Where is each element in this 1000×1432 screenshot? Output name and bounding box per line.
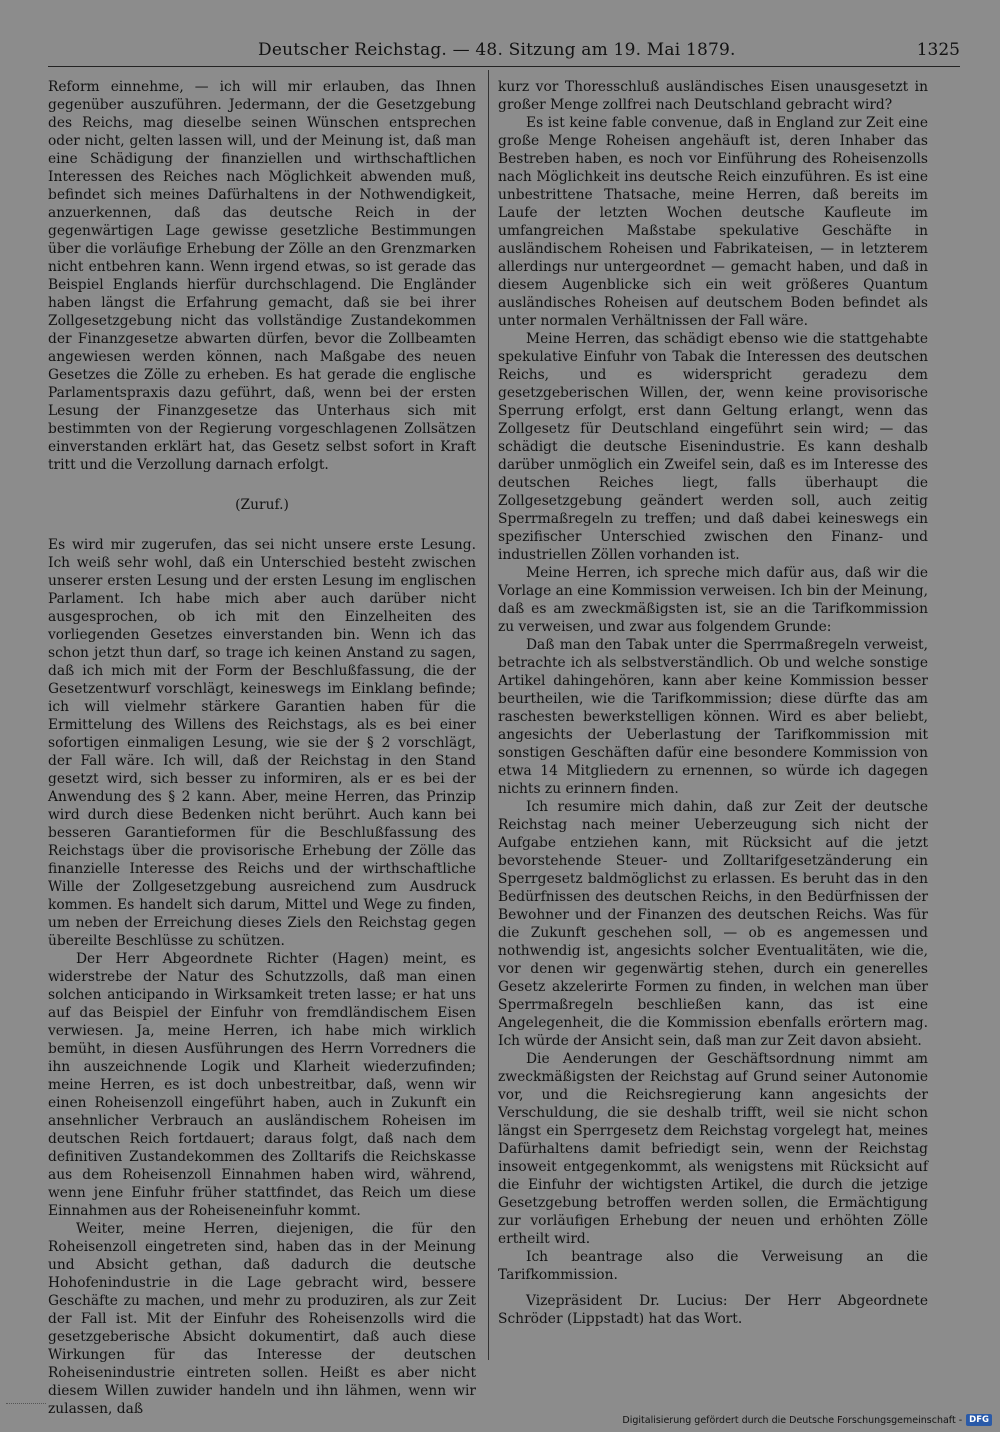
paragraph: Die Aenderungen der Geschäftsordnung nimmt am zweckmäßigsten der Reichstag auf Grund seiner Autonomie vor, und die Reichsregierung kann angesichts der Verschuldung, die sie deshalb trifft, weil sie nicht schon längst ein Sperrgesetz dem Reichstag vorgelegt hat, meines Dafürhaltens damit befriedigt sein, wenn der Reichstag insoweit entgegenkommt, als wenigstens mit Rücksicht auf die Einfuhr der wichtigsten Artikel, die durch die jetzige Gesetzgebung betroffen werden sollen, die Ermächtigung zur vorläufigen Erhebung der neuen und erhöhten Zölle ertheilt wird. [498,1051,928,1247]
paragraph: Es wird mir zugerufen, das sei nicht unsere erste Lesung. Ich weiß sehr wohl, daß ein Unterschied besteht zwischen unserer ersten Lesung und der ersten Lesung im englischen Parlament. Ich habe mich aber auch darüber nicht ausgesprochen, ob ich mit den Einzelheiten des vorliegenden Gesetzes einverstanden bin. Wenn ich das schon jetzt thun darf, so trage ich keinen Anstand zu sagen, daß ich mich mit der Form der Beschlußfassung, die der Gesetzentwurf vorschlägt, keineswegs im Einklang befinde; ich will vielmehr stärkere Garantien haben für die Ermittelung des Willens des Reichstags, als es bei einer sofortigen einmaligen Lesung, wie sie der § 2 vorschlägt, der Fall wäre. Ich will, daß der Reichstag in den Stand gesetzt wird, sich besser zu informiren, als er es bei der Anwendung des § 2 kann. Aber, meine Herren, das Prinzip wird durch diese Bedenken nicht berührt. Auch kann bei besseren Garantieformen für die Beschlußfassung des Reichstags über die provisorische Erhebung der Zölle das finanzielle Interesse des Reichs und der wirthschaftliche Wille der Zollgesetzgebung ausreichend zum Ausdruck kommen. Es handelt sich darum, Mittel und Wege zu finden, um neben der Erreichung dieses Ziels den Reichstag gegen übereilte Beschlüsse zu schützen. [48,537,476,949]
paragraph-spacer [498,1284,928,1292]
paragraph: Reform einnehme, — ich will mir erlauben, das Ihnen gegenüber auszuführen. Jedermann, der die Gesetzgebung des Reichs, mag dieselbe seinen Wünschen entsprechen oder nicht, gelten lassen will, und der Meinung ist, daß man eine Schädigung der finanziellen und wirthschaftlichen Interessen des Reiches nach Möglichkeit abwenden muß, befindet sich meines Dafürhaltens in der Nothwendigkeit, anzuerkennen, daß das deutsche Reich in der gegenwärtigen Lage gewisse gesetzliche Bestimmungen über die vorläufige Erhebung der Zölle an den Grenzmarken nicht entbehren kann. Wenn irgend etwas, so ist gerade das Beispiel Englands hierfür durchschlagend. Die Engländer haben längst die Erfahrung gemacht, daß sie bei ihrer Zollgesetzgebung nicht das vollständige Zustandekommen der Finanzgesetze abwarten dürfen, bevor die Zollbeamten angewiesen werden können, nach Maßgabe des neuen Gesetzes die Zölle zu erheben. Es hat gerade die englische Parlamentspraxis dazu geführt, daß, wenn bei der ersten Lesung der Finanzgesetze das Unterhaus sich mit bestimmten von der Regierung vorgeschlagenen Zollsätzen einverstanden erklärt hat, das Gesetz selbst sofort in Kraft tritt und die Verzollung darnach erfolgt. [48,79,476,473]
paragraph: Ich beantrage also die Verweisung an die Tarifkommission. [498,1249,928,1283]
paragraph: Es ist keine fable convenue, daß in England zur Zeit eine große Menge Roheisen angehäuft ist, deren Inhaber das Bestreben haben, es noch vor Einführung des Roheisenzolls nach Möglichkeit ins deutsche Reich einzuführen. Es ist eine unbestrittene Thatsache, meine Herren, daß bereits im Laufe der letzten Wochen deutsche Kaufleute im umfangreichen Maßstabe spekulative Geschäfte in ausländischem Roheisen und Fabrikateisen, — in letzterem allerdings nur untergeordnet — gemacht haben, und daß in diesem Augenblicke sich ein weit größeres Quantum ausländisches Roheisen auf deutschem Boden befindet als unter normalen Verhältnissen der Fall wäre. [498,115,928,329]
dfg-logo-icon: DFG [966,1414,992,1426]
corner-mark [6,1403,46,1410]
page-header [48,38,960,67]
page-number: 1325 [916,40,960,60]
paragraph: Vizepräsident Dr. Lucius: Der Herr Abgeordnete Schröder (Lippstadt) hat das Wort. [498,1293,928,1327]
paragraph: Ich resumire mich dahin, daß zur Zeit der deutsche Reichstag nach meiner Ueberzeugung sich nicht der Aufgabe entziehen kann, mit Rücksicht auf die jetzt bevorstehende Steuer- und Zolltarifgesetzänderung ein Sperrgesetz baldmöglichst zu erlassen. Es beruht das in den Bedürfnissen des deutschen Reichs, in den Bedürfnissen der Bewohner und der Finanzen des deutschen Reichs. Was für die Zukunft geschehen soll, — ob es angemessen und nothwendig ist, angesichts solcher Eventualitäten, wie die, vor denen wir gegenwärtig stehen, durch ein generelles Gesetz akzelerirte Formen zu finden, in welchen man über Sperrmaßregeln beschließen kann, das ist eine Angelegenheit, die die Kommission ebenfalls erörtern mag. Ich würde der Ansicht sein, daß man zur Zeit davon absieht. [498,799,928,1049]
paragraph: Meine Herren, ich spreche mich dafür aus, daß wir die Vorlage an eine Kommission verweisen. Ich bin der Meinung, daß es am zweckmäßigsten ist, sie an die Tarifkommission zu verweisen, und zwar aus folgendem Grunde: [498,565,928,635]
column-divider [488,70,489,1360]
footer [622,1414,992,1426]
right-column [498,78,928,1328]
paragraph: Meine Herren, das schädigt ebenso wie die stattgehabte spekulative Einfuhr von Tabak die Interessen des deutschen Reichs, und es widerspricht geradezu dem gesetzgeberischen Willen, der, wenn keine provisorische Sperrung erfolgt, erst dann Geltung erlangt, wenn das Zollgesetz für Deutschland eingeführt sein wird; — das schädigt die deutsche Eisenindustrie. Es kann deshalb darüber unmöglich ein Zweifel sein, daß es im Interesse des deutschen Reiches liegt, falls überhaupt die Zollgesetzgebung geändert werden soll, auch zeitig Sperrmaßregeln zu treffen; und daß dabei keineswegs ein spezifischer Unterschied zwischen den Finanz- und industriellen Zöllen vorhanden ist. [498,331,928,563]
page-title: Deutscher Reichstag. — 48. Sitzung am 19. Mai 1879. [258,40,736,60]
paragraph: Der Herr Abgeordnete Richter (Hagen) meint, es widerstrebe der Natur des Schutzzolls, daß man einen solchen anticipando in Wirksamkeit treten lasse; er hat uns auf das Beispiel der Einfuhr von fremdländischem Eisen verwiesen. Ja, meine Herren, ich habe mich wirklich bemüht, in diesen Ausführungen des Herrn Vorredners die ihn auszeichnende Logik und Klarheit wiederzufinden; meine Herren, es ist doch unbestreitbar, daß, wenn wir einen Roheisenzoll eingeführt haben, auch in Zukunft ein ansehnlicher Verbrauch an ausländischem Roheisen im deutschen Reich fortdauert; daraus folgt, daß nach dem definitiven Zustandekommen des Zolltarifs die Reichskasse aus dem Roheisenzoll Einnahmen haben wird, während, wenn jene Einfuhr früher stattfindet, das Reich um diese Einnahmen aus der Roheiseneinfuhr kommt. [48,951,476,1219]
footer-credit: Digitalisierung gefördert durch die Deutsche Forschungsgemeinschaft - [622,1414,963,1426]
paragraph: (Zuruf.) [235,497,289,513]
paragraph: Weiter, meine Herren, diejenigen, die für den Roheisenzoll eingetreten sind, haben das in der Meinung und Absicht gethan, daß dadurch die deutsche Hohofenindustrie in die Lage gebracht wird, bessere Geschäfte zu machen, und mehr zu produziren, als zur Zeit der Fall ist. Mit der Einfuhr des Roheisenzolls wird die gesetzgeberische Absicht dokumentirt, daß auch diese Wirkungen für das Interesse der deutschen Roheisenindustrie eintreten sollen. Heißt es aber nicht diesem Willen zuwider handeln und ihn lähmen, wenn wir zulassen, daß [48,1221,476,1417]
paragraph: Daß man den Tabak unter die Sperrmaßregeln verweist, betrachte ich als selbstverständlich. Ob und welche sonstige Artikel dahingehören, kann aber keine Kommission besser beurtheilen, wie die Tarifkommission; diese dürfte das am raschesten bewerkstelligen können. Wird es aber beliebt, angesichts der Ueberlastung der Tarifkommission mit sonstigen Geschäften dafür eine besondere Kommission von etwa 14 Mitgliedern zu ernennen, so würde ich dagegen nichts zu erinnern finden. [498,637,928,797]
paragraph: kurz vor Thoresschluß ausländisches Eisen unausgesetzt in großer Menge zollfrei nach Deutschland gebracht wird? [498,79,928,113]
left-column [48,78,476,1418]
